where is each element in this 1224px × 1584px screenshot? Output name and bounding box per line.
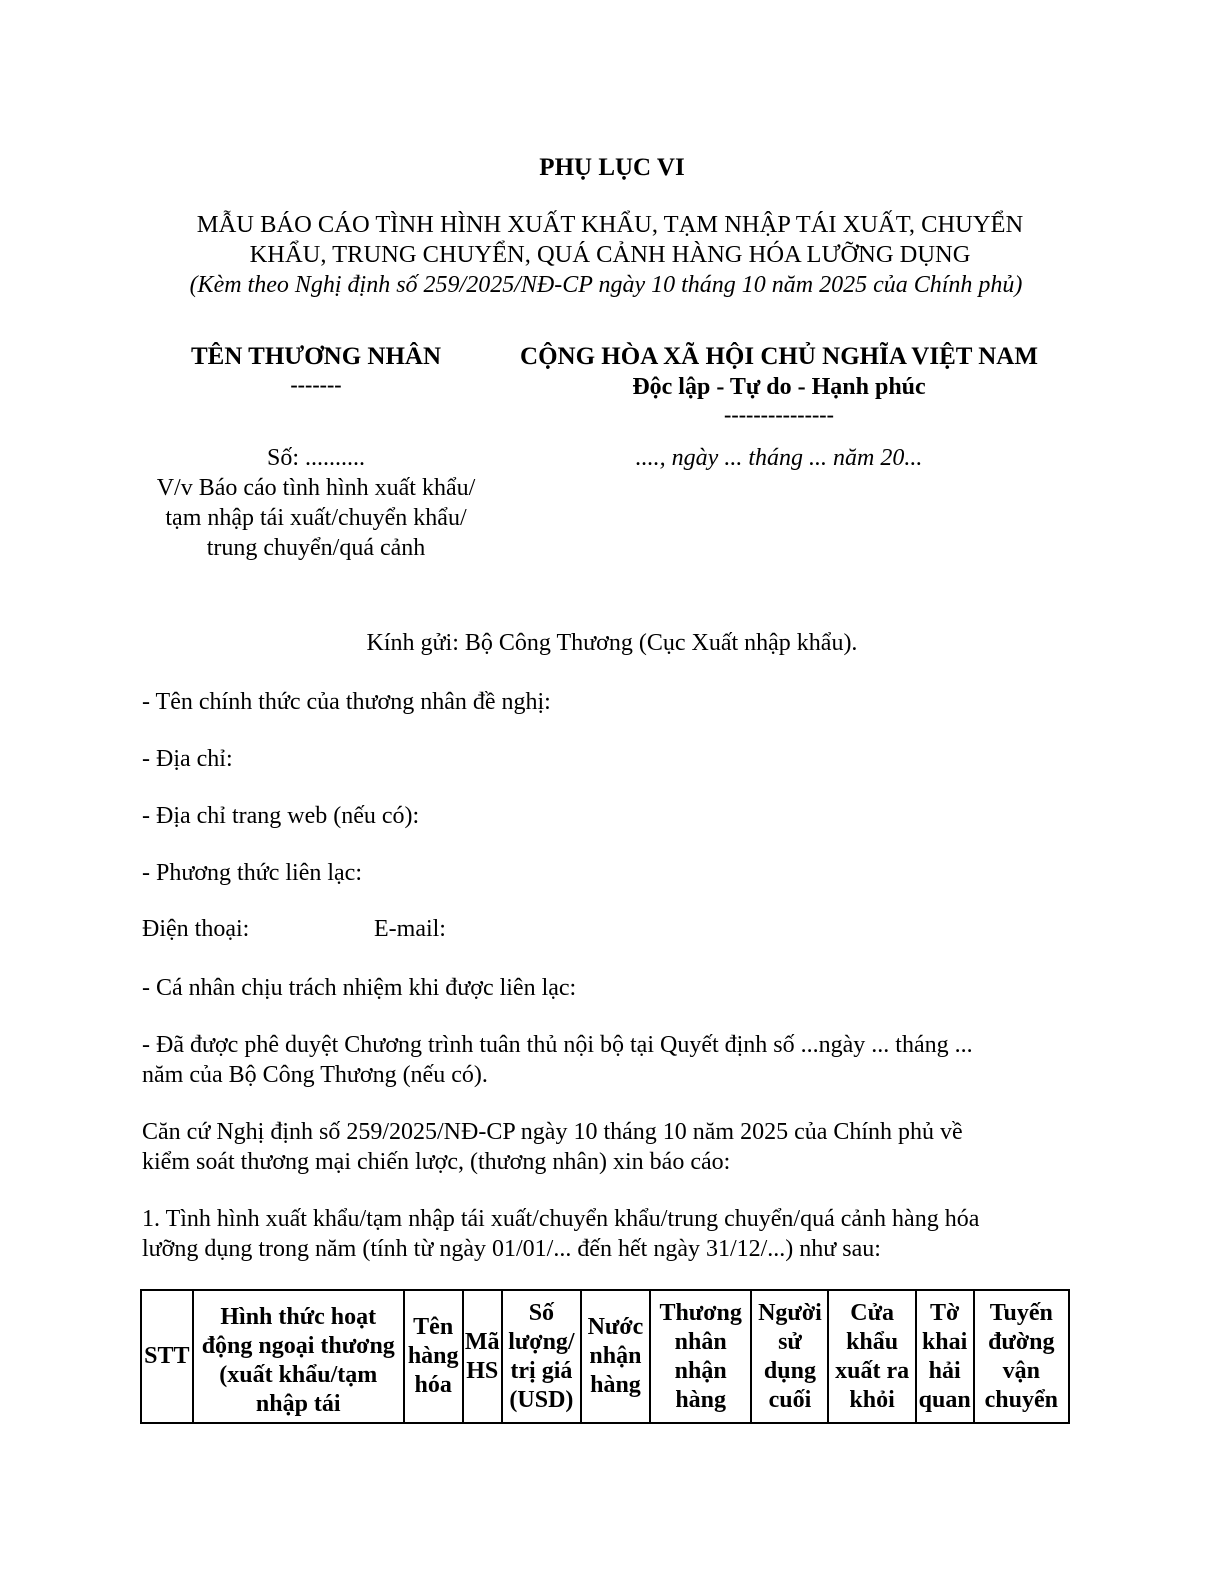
compliance-paragraph [142,1030,1092,1090]
document-meta [140,443,492,563]
legal-basis-paragraph [142,1117,1092,1177]
phone-field: Điện thoại: [142,916,250,942]
column-header-goods-name: Tên hàng hóa [404,1290,463,1423]
column-header-consignee: Thương nhân nhận hàng [650,1290,751,1423]
contact-method-field: - Phương thức liên lạc: [142,860,362,886]
form-title [150,210,1070,270]
email-field: E-mail: [374,916,446,942]
column-header-receiving-country: Nước nhận hàng [581,1290,650,1423]
section-1-line-2: lưỡng dụng trong năm (tính từ ngày 01/01/... đến hết ngày 31/12/...) như sau: [142,1236,881,1262]
table-header-row [141,1290,1069,1423]
merchant-separator: ------- [290,372,342,397]
column-header-end-user: Người sử dụng cuối [751,1290,828,1423]
merchant-header [140,341,492,398]
decree-reference: (Kèm theo Nghị định số 259/2025/NĐ-CP ngày 10 tháng 10 năm 2025 của Chính phủ) [189,272,1023,298]
motto-separator: --------------- [724,402,834,427]
address-field: - Địa chỉ: [142,746,233,772]
recipient-line: Kính gửi: Bộ Công Thương (Cục Xuất nhập khẩu). [366,630,858,656]
national-motto: Độc lập - Tự do - Hạnh phúc [632,374,926,400]
form-title-line-2: KHẨU, TRUNG CHUYỂN, QUÁ CẢNH HÀNG HÓA LƯỠNG DỤNG [249,241,971,268]
column-header-hs-code: Mã HS [463,1290,502,1423]
date-line: ...., ngày ... tháng ... năm 20... [635,445,923,471]
compliance-line-1: - Đã được phê duyệt Chương trình tuân thủ nội bộ tại Quyết định số ...ngày ... tháng ... [142,1032,973,1058]
document-number: Số: .......... [266,445,365,471]
form-title-line-1: MẪU BÁO CÁO TÌNH HÌNH XUẤT KHẨU, TẠM NHẬP TÁI XUẤT, CHUYỂN [196,211,1024,238]
subject-line-2: tạm nhập tái xuất/chuyển khẩu/ [165,505,467,531]
appendix-title: PHỤ LỤC VI [539,154,685,181]
column-header-transport-route: Tuyến đường vận chuyển [974,1290,1069,1423]
subject-line-1: V/v Báo cáo tình hình xuất khẩu/ [156,475,476,501]
website-field: - Địa chỉ trang web (nếu có): [142,803,420,829]
column-header-trade-type: Hình thức hoạt động ngoại thương (xuất khẩu/tạm nhập tái [193,1290,404,1423]
responsible-person-field: - Cá nhân chịu trách nhiệm khi được liên lạc: [142,975,577,1001]
national-header [496,341,1062,428]
report-table [140,1289,1070,1424]
column-header-customs-declaration: Tờ khai hải quan [916,1290,974,1423]
legal-basis-line-1: Căn cứ Nghị định số 259/2025/NĐ-CP ngày 10 tháng 10 năm 2025 của Chính phủ về [142,1119,963,1145]
compliance-line-2: năm của Bộ Công Thương (nếu có). [142,1062,488,1088]
country-name: CỘNG HÒA XÃ HỘI CHỦ NGHĨA VIỆT NAM [520,343,1038,370]
section-1-paragraph [142,1204,1092,1264]
official-name-field: - Tên chính thức của thương nhân đề nghị: [142,689,551,715]
column-header-quantity-value: Số lượng/ trị giá (USD) [502,1290,581,1423]
subject-line-3: trung chuyển/quá cảnh [206,535,426,561]
column-header-stt: STT [141,1290,193,1423]
merchant-name: TÊN THƯƠNG NHÂN [190,343,442,370]
legal-basis-line-2: kiểm soát thương mại chiến lược, (thương nhân) xin báo cáo: [142,1149,731,1175]
column-header-exit-gate: Cửa khẩu xuất ra khỏi [828,1290,915,1423]
section-1-line-1: 1. Tình hình xuất khẩu/tạm nhập tái xuất/chuyển khẩu/trung chuyển/quá cảnh hàng hóa [142,1206,980,1232]
